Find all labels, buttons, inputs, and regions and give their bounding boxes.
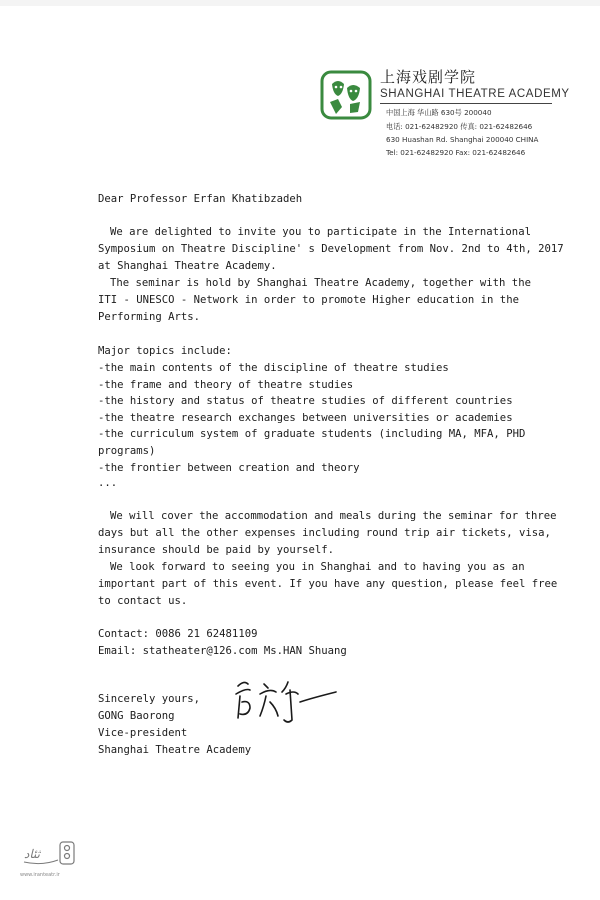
topic-item: -the theatre research exchanges between universities or academies [98,412,513,424]
paragraph-line: days but all the other expenses including round trip air tickets, visa, [98,527,551,539]
signatory-institution: Shanghai Theatre Academy [98,744,252,756]
svg-text:ثئاد: ثئاد [24,847,40,861]
topics-heading: Major topics include: [98,345,232,357]
topic-item: -the curriculum system of graduate students (including MA, MFA, PHD [98,428,526,440]
phone-cn: 电话: 021-62482920 传真: 021-62482646 [386,122,533,131]
paragraph-line: Performing Arts. [98,311,201,323]
contact-email: Email: statheater@126.com Ms.HAN Shuang [98,645,347,657]
paragraph-line: We will cover the accommodation and meals during the seminar for three [110,510,557,522]
topic-item: programs) [98,445,156,457]
topic-item: ... [98,477,118,489]
topic-item: -the main contents of the discipline of theatre studies [98,362,449,374]
watermark-url: www.iranteatr.ir [20,872,60,878]
signatory-name: GONG Baorong [98,710,175,722]
theatre-masks-icon [320,70,372,120]
signature-icon [230,672,340,732]
salutation: Dear Professor Erfan Khatibzadeh [98,193,303,205]
contact-phone: Contact: 0086 21 62481109 [98,628,258,640]
paragraph-line: We look forward to seeing you in Shanghai and to having you as an [110,561,525,573]
phone-en: Tel: 021-62482920 Fax: 021-62482646 [386,148,526,157]
topic-item: -the history and status of theatre studies of different countries [98,395,513,407]
paragraph-line: The seminar is hold by Shanghai Theatre Academy, together with the [110,277,531,289]
page-top-border [0,0,600,6]
paragraph-line: insurance should be paid by yourself. [98,544,334,556]
paragraph-line: Symposium on Theatre Discipline' s Development from Nov. 2nd to 4th, 2017 [98,243,564,255]
watermark [20,836,82,880]
academy-name-en: SHANGHAI THEATRE ACADEMY [380,88,570,100]
paragraph-line: at Shanghai Theatre Academy. [98,260,277,272]
paragraph-line: We are delighted to invite you to participate in the International [110,226,531,238]
academy-name-cn: 上海戏剧学院 [380,68,477,86]
address-cn: 中国上海 华山路 630号 200040 [386,108,492,117]
address-en: 630 Huashan Rd. Shanghai 200040 CHINA [386,135,539,144]
paragraph-line: important part of this event. If you have any question, please feel free [98,578,558,590]
paragraph-line: to contact us. [98,595,188,607]
letterhead-divider [380,103,552,104]
topic-item: -the frame and theory of theatre studies [98,379,354,391]
topic-item: -the frontier between creation and theory [98,462,360,474]
paragraph-line: ITI - UNESCO - Network in order to promote Higher education in the [98,294,519,306]
closing-line: Sincerely yours, [98,693,201,705]
signatory-title: Vice-president [98,727,188,739]
